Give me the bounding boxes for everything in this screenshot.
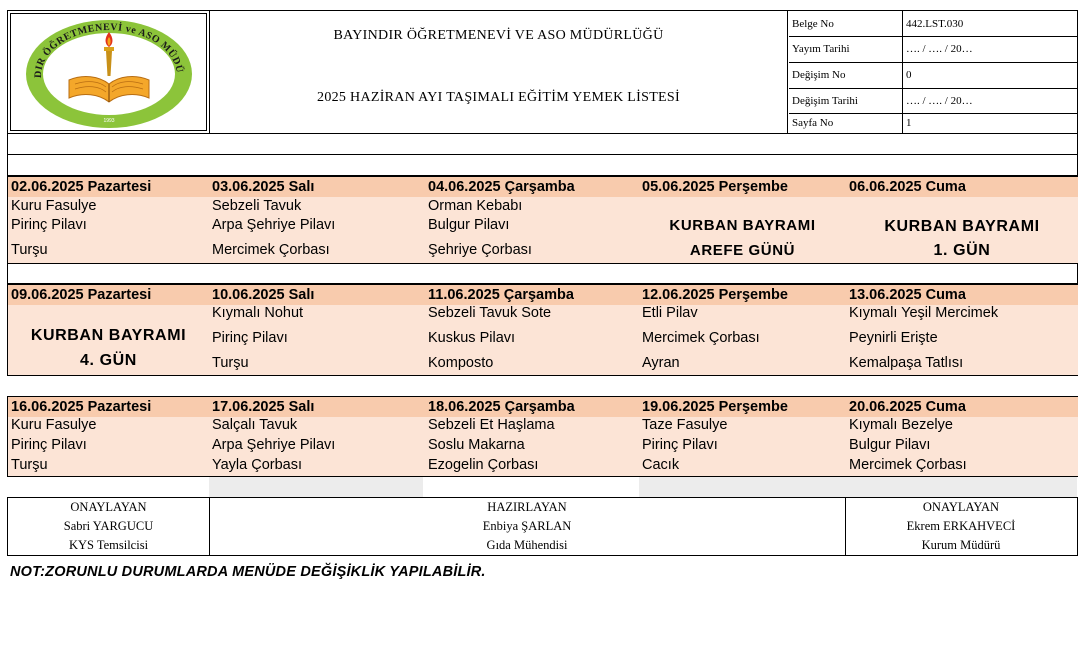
day-cell bbox=[209, 397, 426, 476]
meta-value: 0 bbox=[906, 69, 912, 81]
holiday-label: KURBAN BAYRAMI bbox=[30, 327, 187, 344]
day-date: 18.06.2025 Çarşamba bbox=[425, 397, 639, 418]
meta-row-degisim-no bbox=[789, 62, 1077, 89]
day-cell bbox=[846, 177, 1078, 263]
menu-item: Salçalı Tavuk bbox=[212, 417, 298, 433]
holiday-label: AREFE GÜNÜ bbox=[689, 242, 796, 259]
organization-name: BAYINDIR ÖĞRETMENEVİ VE ASO MÜDÜRLÜĞÜ bbox=[333, 28, 664, 43]
day-date: 13.06.2025 Cuma bbox=[846, 285, 1078, 306]
menu-item: Peynirli Erişte bbox=[849, 330, 938, 346]
signature-name: Sabri YARGUCU bbox=[63, 519, 154, 533]
menu-item: Kıymalı Yeşil Mercimek bbox=[849, 305, 999, 321]
day-cell bbox=[846, 285, 1078, 375]
menu-item: Pirinç Pilavı bbox=[11, 217, 87, 233]
holiday-label: 1. GÜN bbox=[933, 242, 991, 259]
meta-value: …. / …. / 20… bbox=[906, 43, 973, 55]
holiday-label: KURBAN BAYRAMI bbox=[884, 218, 1040, 235]
blank-row bbox=[7, 264, 1078, 284]
logo-year: 1993 bbox=[103, 118, 115, 124]
menu-item: Ezogelin Çorbası bbox=[428, 457, 539, 473]
meta-row-degisim-tarihi bbox=[789, 88, 1077, 114]
day-cell bbox=[639, 177, 847, 263]
day-cell bbox=[8, 285, 210, 375]
menu-item: Mercimek Çorbası bbox=[642, 330, 760, 346]
day-date: 17.06.2025 Salı bbox=[209, 397, 425, 418]
menu-item: Cacık bbox=[642, 457, 680, 473]
day-date: 05.06.2025 Perşembe bbox=[639, 177, 846, 198]
meta-value: 1 bbox=[906, 117, 912, 129]
day-date: 06.06.2025 Cuma bbox=[846, 177, 1078, 198]
signature-title: Gıda Mühendisi bbox=[486, 538, 568, 552]
document-title: 2025 HAZİRAN AYI TAŞIMALI EĞİTİM YEMEK LİSTESİ bbox=[317, 90, 680, 105]
signature-name: Ekrem ERKAHVECİ bbox=[906, 519, 1016, 533]
day-cell bbox=[639, 397, 847, 476]
signature-role: ONAYLAYAN bbox=[922, 500, 1000, 514]
menu-item: Arpa Şehriye Pilavı bbox=[212, 437, 336, 453]
day-cell bbox=[8, 397, 210, 476]
menu-item: Taze Fasulye bbox=[642, 417, 728, 433]
menu-item: Ayran bbox=[642, 355, 680, 371]
menu-item: Şehriye Çorbası bbox=[428, 242, 532, 258]
menu-item: Etli Pilav bbox=[642, 305, 698, 321]
menu-item: Sebzeli Tavuk bbox=[212, 198, 302, 214]
menu-item: Arpa Şehriye Pilavı bbox=[212, 217, 336, 233]
meta-label: Değişim Tarihi bbox=[789, 88, 903, 113]
menu-item: Soslu Makarna bbox=[428, 437, 525, 453]
menu-item: Pirinç Pilavı bbox=[212, 330, 288, 346]
signature-title: KYS Temsilcisi bbox=[68, 538, 149, 552]
blank-row bbox=[7, 155, 1078, 176]
menu-item: Kuru Fasulye bbox=[11, 198, 97, 214]
day-date: 12.06.2025 Perşembe bbox=[639, 285, 846, 306]
meta-label: Değişim No bbox=[789, 62, 903, 88]
day-cell bbox=[639, 285, 847, 375]
day-cell bbox=[425, 177, 640, 263]
meta-value: …. / …. / 20… bbox=[906, 94, 973, 107]
signature-title: Kurum Müdürü bbox=[921, 538, 1001, 552]
empty-band bbox=[209, 477, 423, 497]
day-cell bbox=[209, 177, 426, 263]
week-3 bbox=[7, 396, 1078, 477]
signature-approver-2 bbox=[845, 498, 1077, 555]
menu-item: Turşu bbox=[11, 457, 48, 473]
day-date: 19.06.2025 Perşembe bbox=[639, 397, 846, 418]
logo-ring-text: DIR ÖĞRETMENEVİ ve ASO MÜDÜ bbox=[32, 21, 185, 79]
blank-row bbox=[7, 134, 1078, 155]
document-meta-table bbox=[789, 11, 1077, 133]
day-cell bbox=[846, 397, 1078, 476]
menu-item: Orman Kebabı bbox=[428, 198, 523, 214]
menu-item: Sebzeli Tavuk Sote bbox=[428, 305, 552, 321]
signature-role: HAZIRLAYAN bbox=[487, 500, 567, 514]
logo-box bbox=[10, 13, 207, 131]
day-date: 03.06.2025 Salı bbox=[209, 177, 425, 198]
signature-role: ONAYLAYAN bbox=[70, 500, 147, 514]
menu-item: Kıymalı Bezelye bbox=[849, 417, 953, 433]
day-date: 10.06.2025 Salı bbox=[209, 285, 425, 306]
week-2 bbox=[7, 284, 1078, 376]
day-cell bbox=[425, 285, 640, 375]
meta-label: Sayfa No bbox=[789, 113, 903, 133]
meta-label: Belge No bbox=[789, 11, 903, 36]
document-header bbox=[7, 10, 1078, 134]
menu-item: Kemalpaşa Tatlısı bbox=[849, 355, 964, 371]
menu-item: Bulgur Pilavı bbox=[428, 217, 510, 233]
day-cell bbox=[209, 285, 426, 375]
menu-item: Yayla Çorbası bbox=[212, 457, 302, 473]
day-date: 02.06.2025 Pazartesi bbox=[8, 177, 209, 198]
meta-row-yayim-tarihi bbox=[789, 36, 1077, 63]
title-box bbox=[209, 11, 788, 133]
day-date: 09.06.2025 Pazartesi bbox=[8, 285, 209, 306]
meta-label: Yayım Tarihi bbox=[789, 36, 903, 62]
menu-item: Sebzeli Et Haşlama bbox=[428, 417, 555, 433]
meta-row-sayfa-no bbox=[789, 113, 1077, 133]
day-date: 20.06.2025 Cuma bbox=[846, 397, 1078, 418]
institution-logo bbox=[11, 14, 206, 130]
blank-row bbox=[7, 376, 1078, 396]
holiday-label: KURBAN BAYRAMI bbox=[669, 217, 816, 234]
menu-item: Kıymalı Nohut bbox=[212, 305, 304, 321]
day-date: 16.06.2025 Pazartesi bbox=[8, 397, 209, 418]
day-date: 04.06.2025 Çarşamba bbox=[425, 177, 639, 198]
menu-item: Kuskus Pilavı bbox=[428, 330, 516, 346]
signature-name: Enbiya ŞARLAN bbox=[482, 519, 572, 533]
menu-item: Bulgur Pilavı bbox=[849, 437, 931, 453]
day-cell bbox=[425, 397, 640, 476]
meta-row-belge-no bbox=[789, 11, 1077, 37]
day-date: 11.06.2025 Çarşamba bbox=[425, 285, 639, 306]
signature-approver-1 bbox=[8, 498, 210, 555]
menu-item: Turşu bbox=[212, 355, 249, 371]
meta-value: 442.LST.030 bbox=[906, 17, 964, 30]
menu-item: Pirinç Pilavı bbox=[642, 437, 718, 453]
empty-band bbox=[639, 477, 1077, 497]
week-1 bbox=[7, 176, 1078, 264]
menu-item: Turşu bbox=[11, 242, 48, 258]
holiday-label: 4. GÜN bbox=[80, 352, 137, 369]
signature-preparer bbox=[209, 498, 846, 555]
menu-item: Mercimek Çorbası bbox=[212, 242, 330, 258]
menu-item: Komposto bbox=[428, 355, 494, 371]
footer-note: NOT:ZORUNLU DURUMLARDA MENÜDE DEĞİŞİKLİK YAPILABİLİR. bbox=[10, 564, 486, 580]
day-cell bbox=[8, 177, 210, 263]
menu-item: Mercimek Çorbası bbox=[849, 457, 967, 473]
menu-item: Pirinç Pilavı bbox=[11, 437, 87, 453]
menu-item: Kuru Fasulye bbox=[11, 417, 97, 433]
signature-block bbox=[7, 497, 1078, 556]
